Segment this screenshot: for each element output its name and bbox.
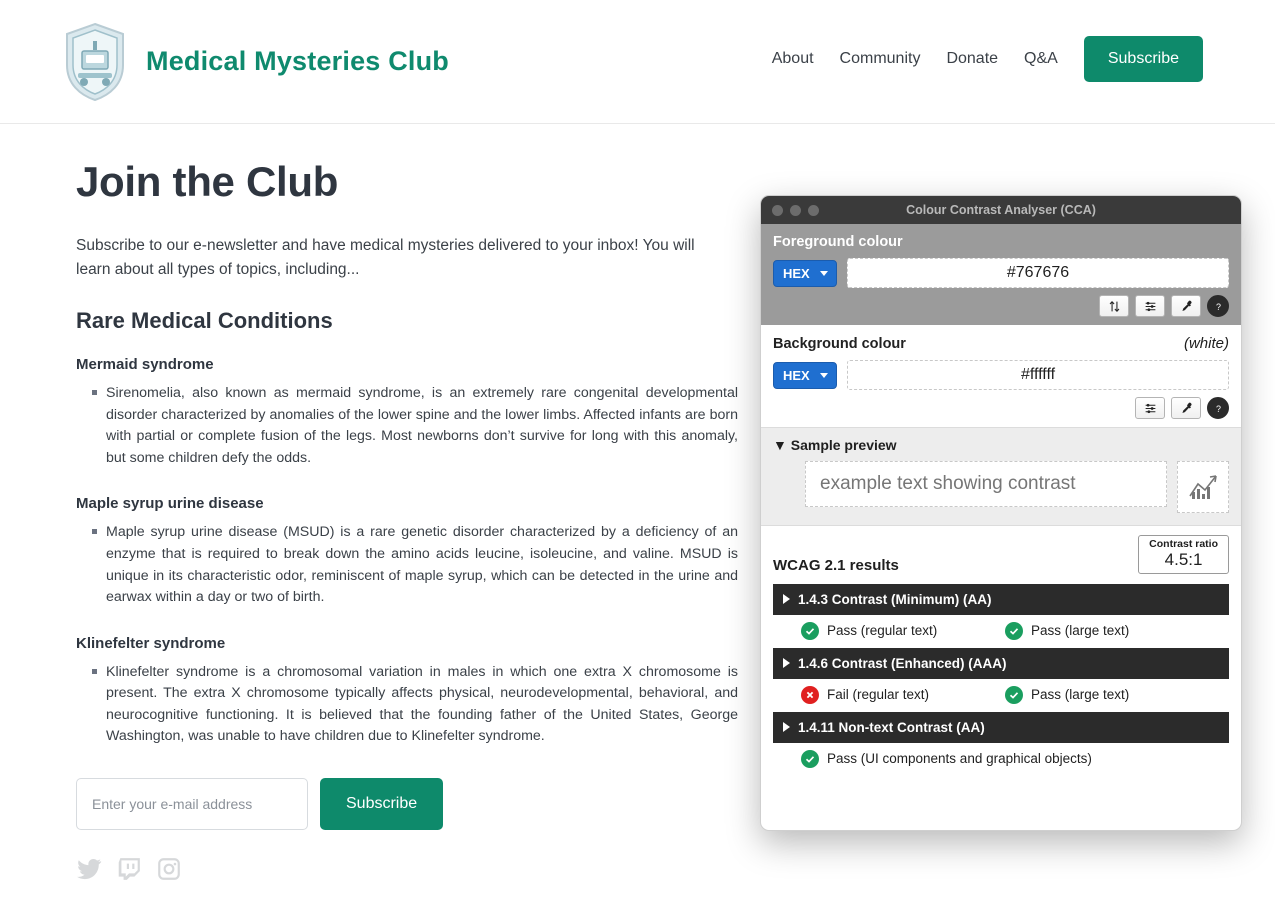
background-section [761,325,1241,428]
twitter-icon[interactable] [76,856,102,882]
brand-name: Medical Mysteries Club [146,46,449,76]
eyedropper-icon[interactable] [1171,397,1201,419]
background-note: (white) [1183,335,1229,352]
condition-title: Maple syrup urine disease [76,495,264,513]
pass-icon [801,622,819,640]
shield-medical-icon [62,21,128,103]
cca-titlebar[interactable] [761,196,1241,224]
sliders-icon[interactable] [1135,295,1165,317]
svg-text:?: ? [1215,301,1221,312]
criterion-label: 1.4.11 Non-text Contrast (AA) [798,719,985,735]
list-item: Klinefelter syndrome is a chromosomal variation in males in which one extra X chromosome is present. The extra X chromosome typically affects physical, neurodevelopmental, behavioral, and neurocognitive functioning. It is believed that the founding father of the United States, George Washington, was unable to have children due to Klinefelter syndrome. [106,662,738,748]
email-field[interactable] [76,778,308,830]
criterion-label: 1.4.6 Contrast (Enhanced) (AAA) [798,655,1007,671]
eyedropper-icon[interactable] [1171,295,1201,317]
condition-list [62,383,738,469]
contrast-ratio-box [1138,535,1229,574]
sliders-icon[interactable] [1135,397,1165,419]
page-title: Join the Club [76,158,339,205]
instagram-icon[interactable] [156,856,182,882]
chevron-right-icon [783,594,790,604]
foreground-format-select[interactable] [773,260,837,287]
twitch-icon[interactable] [116,856,142,882]
intro-text: Subscribe to our e-newsletter and have medical mysteries delivered to your inbox! You will learn about all types of topics, including... [76,237,695,279]
swap-arrows-icon[interactable] [1099,295,1129,317]
brand[interactable] [62,21,449,103]
criterion-label: 1.4.3 Contrast (Minimum) (AA) [798,591,992,607]
criterion-146-results [773,686,1229,704]
site-header [0,0,1275,124]
criterion-1411-header[interactable] [773,712,1229,743]
help-icon[interactable] [1207,397,1229,419]
window-title: Colour Contrast Analyser (CCA) [906,203,1096,217]
nav-item-qa[interactable]: Q&A [1024,50,1058,67]
sample-preview-section [761,428,1241,526]
foreground-tools [773,295,1229,317]
header-subscribe-button[interactable]: Subscribe [1084,36,1203,82]
contrast-ratio-value: 4.5:1 [1164,550,1203,569]
section-title: Rare Medical Conditions [76,308,333,334]
condition-title: Mermaid syndrome [76,356,214,374]
foreground-hex-input[interactable] [847,258,1229,288]
result-text: Pass (large text) [1031,687,1130,703]
sample-text: example text showing contrast [805,461,1167,507]
foreground-label: Foreground colour [773,234,903,250]
help-icon[interactable] [1207,295,1229,317]
chevron-right-icon [783,722,790,732]
contrast-ratio-label: Contrast ratio [1149,538,1218,550]
background-format-select[interactable] [773,362,837,389]
criterion-143-results [773,622,1229,640]
criterion-1411-results [773,750,1229,768]
signup-form [76,778,698,830]
form-subscribe-button[interactable]: Subscribe [320,778,443,830]
nav-item-donate[interactable]: Donate [946,50,999,67]
nav-item-about[interactable]: About [771,50,814,67]
social-links [76,856,698,882]
result-text: Pass (UI components and graphical objects) [827,751,1092,767]
criterion-146-header[interactable] [773,648,1229,679]
condition-list [62,662,738,748]
main-content [0,124,760,882]
fail-icon [801,686,819,704]
svg-text:?: ? [1215,403,1221,414]
results-title: WCAG 2.1 results [773,556,899,574]
pass-icon [1005,622,1023,640]
cca-window [760,195,1242,831]
main-nav [772,36,1203,82]
criterion-143-header[interactable] [773,584,1229,615]
result-text: Pass (regular text) [827,623,938,639]
chevron-right-icon [783,658,790,668]
wcag-results-section [761,526,1241,788]
condition-list [62,522,738,608]
background-label: Background colour [773,336,906,352]
list-item: Maple syrup urine disease (MSUD) is a rare genetic disorder characterized by a deficiency of an enzyme that is required to break down the amino acids leucine, isoleucine, and valine. MSUD is unique in its characteristic odor, reminiscent of maple syrup, which can be detected in the urine and earwax within a day or two of birth. [106,522,738,608]
pass-icon [1005,686,1023,704]
sample-preview-disclosure[interactable]: ▼ Sample preview [773,437,897,453]
list-item: Sirenomelia, also known as mermaid syndrome, is an extremely rare congenital developmental disorder characterized by anomalies of the lower spine and the lower limbs. Affected infants are born with partial or complete fusion of the legs. Most newborns don’t survive for long with this anomaly, but some children defy the odds. [106,383,738,469]
foreground-section [761,224,1241,325]
pass-icon [801,750,819,768]
background-tools [773,397,1229,419]
background-hex-input[interactable] [847,360,1229,390]
result-text: Pass (large text) [1031,623,1130,639]
condition-title: Klinefelter syndrome [76,634,226,652]
result-text: Fail (regular text) [827,687,930,703]
nav-item-community[interactable]: Community [839,50,921,67]
chart-graphic-icon [1177,461,1229,513]
